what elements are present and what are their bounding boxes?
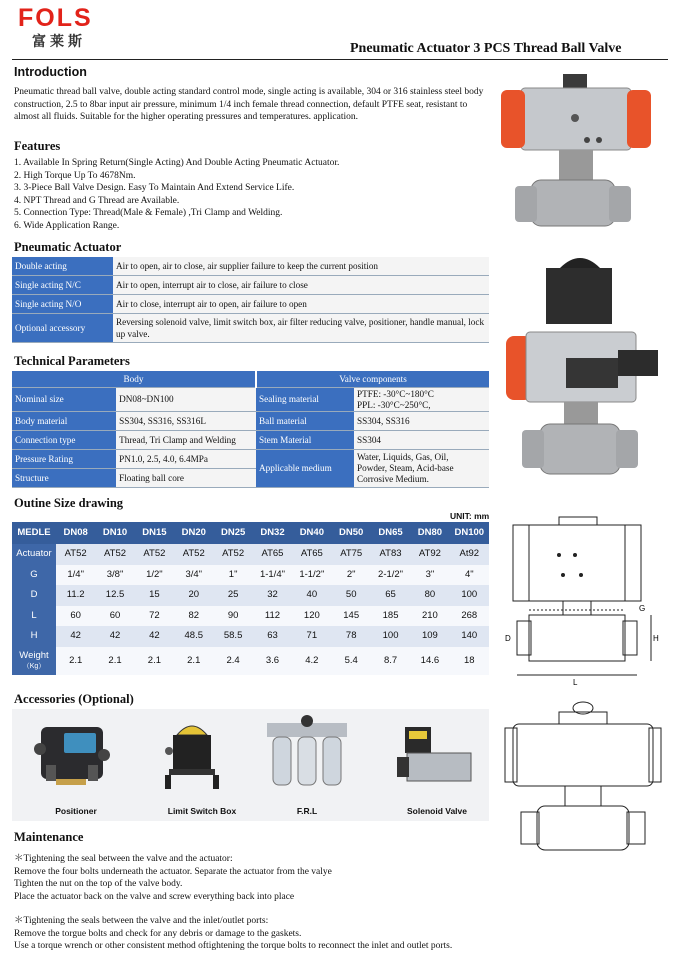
table-cell: 42: [56, 626, 95, 647]
value-line: PPL: -30°C~250°C,: [357, 399, 431, 410]
row-label: H: [12, 626, 56, 647]
row-label: Actuator: [12, 544, 56, 565]
outline-technical-drawing: [503, 515, 668, 690]
column-header: DN32: [253, 522, 292, 544]
table-row: [12, 388, 489, 412]
table-cell: 268: [450, 606, 489, 627]
table-value: Floating ball core: [116, 469, 256, 488]
maintenance-block-1: [14, 853, 494, 903]
table-cell: 140: [450, 626, 489, 647]
table-cell: 15: [135, 585, 174, 606]
table-value: SS304, SS316, SS316L: [116, 412, 256, 431]
table-row: [12, 606, 489, 627]
table-row: [12, 544, 489, 565]
table-cell: 8.7: [371, 647, 410, 675]
table-key: Body material: [12, 412, 116, 431]
table-cell: 40: [292, 585, 331, 606]
table-cell: AT75: [332, 544, 371, 565]
row-label: G: [12, 565, 56, 586]
introduction-text: Pneumatic thread ball valve, double acting standard control mode, single acting is available, 304 or 316 stainless steel body construction, 2.5 to 8bar input air pressure, minimum 1/4 inch female thread connection, default PTFE seat, resistant to almost all fluids. Suitable for the higher operating pressures and temperatures. application.: [14, 87, 484, 122]
table-cell: 25: [213, 585, 252, 606]
column-header: DN15: [135, 522, 174, 544]
table-key: Sealing material: [256, 388, 354, 412]
table-value: Air to open, interrupt air to close, air failure to close: [113, 276, 489, 295]
table-value: PN1.0, 2.5, 4.0, 6.4MPa: [116, 450, 256, 469]
maintenance-line: Tighten the nut on the top of the valve body.: [14, 879, 183, 889]
maintenance-heading: Maintenance: [14, 830, 84, 844]
table-row: [12, 276, 489, 295]
table-cell: 4": [450, 565, 489, 586]
table-value: DN08~DN100: [116, 388, 256, 412]
table-cell: 2.4: [213, 647, 252, 675]
column-header: DN50: [332, 522, 371, 544]
column-header: MEDLE: [12, 522, 56, 544]
table-cell: 2": [332, 565, 371, 586]
table-cell: AT83: [371, 544, 410, 565]
column-header: DN08: [56, 522, 95, 544]
features-list: [14, 157, 484, 232]
table-row: [12, 450, 489, 469]
table-key: Structure: [12, 469, 116, 488]
table-key: Optional accessory: [12, 314, 113, 343]
table-cell: 65: [371, 585, 410, 606]
brand-logo-chinese: 富莱斯: [32, 34, 86, 50]
table-cell: 2.1: [135, 647, 174, 675]
table-cell: AT92: [410, 544, 449, 565]
solenoid-valve-image: [387, 717, 482, 797]
table-cell: 14.6: [410, 647, 449, 675]
table-key: Nominal size: [12, 388, 116, 412]
frl-image: [257, 715, 357, 800]
table-cell: 2-1/2": [371, 565, 410, 586]
maintenance-line: ＊Tightening the seal between the valve and the actuator:: [14, 854, 233, 864]
table-key: Double acting: [12, 257, 113, 276]
table-cell: AT52: [174, 544, 213, 565]
column-header: DN20: [174, 522, 213, 544]
accessory-label: Limit Switch Box: [167, 806, 237, 816]
maintenance-line: Place the actuator back on the valve and screw everything back into place: [14, 891, 295, 902]
table-value: Air to open, air to close, air supplier failure to keep the current position: [113, 257, 489, 276]
row-label: D: [12, 585, 56, 606]
table-key: Applicable medium: [256, 450, 354, 488]
column-header-body: Body: [12, 371, 256, 388]
drawing-label-l: L: [573, 678, 578, 687]
table-row: [12, 257, 489, 276]
table-cell: 100: [371, 626, 410, 647]
outline-size-table: [12, 522, 489, 680]
table-key: Connection type: [12, 431, 116, 450]
introduction-heading: Introduction: [14, 65, 87, 79]
table-cell: AT65: [292, 544, 331, 565]
table-cell: AT52: [213, 544, 252, 565]
table-cell: 72: [135, 606, 174, 627]
table-cell: AT65: [253, 544, 292, 565]
maintenance-line: Remove the torgue bolts and check for any debris or damage to the gaskets.: [14, 928, 302, 939]
table-cell: 18: [450, 647, 489, 675]
feature-item: 4. NPT Thread and G Thread are Available.: [14, 195, 180, 206]
table-value: SS304: [354, 431, 489, 450]
table-row: [12, 585, 489, 606]
feature-item: 3. 3-Piece Ball Valve Design. Easy To Maintain And Extend Service Life.: [14, 183, 295, 193]
feature-item: 5. Connection Type: Thread(Male & Female) ,Tri Clamp and Welding.: [14, 208, 283, 218]
table-cell: 60: [56, 606, 95, 627]
table-cell: 90: [213, 606, 252, 627]
actuator-valve-photo-1: [495, 70, 665, 250]
table-cell: 2.1: [56, 647, 95, 675]
table-cell: 145: [332, 606, 371, 627]
table-cell: 2.1: [95, 647, 134, 675]
table-cell: 20: [174, 585, 213, 606]
column-header: DN100: [450, 522, 489, 544]
table-row: [12, 565, 489, 586]
table-cell: 3/4": [174, 565, 213, 586]
table-cell: 32: [253, 585, 292, 606]
table-value: Reversing solenoid valve, limit switch box, air filter reducing valve, positioner, handle manual, lock up valve.: [113, 314, 489, 343]
table-value: [354, 388, 489, 412]
table-key: Single acting N/C: [12, 276, 113, 295]
table-value: Thread, Tri Clamp and Welding: [116, 431, 256, 450]
brand-logo-text: FOLS: [18, 4, 93, 32]
maintenance-line: ＊Tightening the seals between the valve and the inlet/outlet ports:: [14, 916, 269, 926]
table-key: Single acting N/O: [12, 295, 113, 314]
table-cell: 1/2": [135, 565, 174, 586]
table-row: [12, 431, 489, 450]
table-cell: 1/4": [56, 565, 95, 586]
table-cell: 82: [174, 606, 213, 627]
table-row: [12, 314, 489, 343]
table-cell: 3.6: [253, 647, 292, 675]
title-divider: [12, 59, 668, 60]
maintenance-line: Remove the four bolts underneath the actuator. Separate the actuator from the valye: [14, 866, 332, 877]
table-cell: 5.4: [332, 647, 371, 675]
table-cell: 50: [332, 585, 371, 606]
table-header-row: [12, 371, 489, 388]
table-cell: 58.5: [213, 626, 252, 647]
value-line: PTFE: -30°C~180°C: [357, 388, 434, 399]
feature-item: 1. Available In Spring Return(Single Acting) And Double Acting Pneumatic Actuator.: [14, 158, 340, 168]
row-label-unit: （Kg）: [22, 662, 46, 670]
technical-table: [12, 371, 489, 488]
actuator-valve-line-drawing: [503, 700, 663, 860]
pneumatic-actuator-heading: Pneumatic Actuator: [14, 240, 122, 254]
value-line: Corrosive Medium.: [357, 474, 429, 484]
table-cell: 11.2: [56, 585, 95, 606]
table-cell: 12.5: [95, 585, 134, 606]
accessories-panel: [12, 709, 489, 821]
row-label: L: [12, 606, 56, 627]
table-cell: 100: [450, 585, 489, 606]
column-header: DN10: [95, 522, 134, 544]
table-cell: 1": [213, 565, 252, 586]
table-cell: 78: [332, 626, 371, 647]
accessory-label: F.R.L: [296, 806, 318, 816]
table-cell: 48.5: [174, 626, 213, 647]
table-cell: 71: [292, 626, 331, 647]
table-cell: 60: [95, 606, 134, 627]
accessory-label: Solenoid Valve: [407, 806, 467, 816]
table-cell: AT52: [135, 544, 174, 565]
accessory-label: Positioner: [55, 806, 97, 816]
maintenance-block-2: [14, 915, 494, 953]
column-header-valve: Valve components: [256, 371, 489, 388]
value-line: Water, Liquids, Gas, Oil,: [357, 452, 449, 462]
table-row: [12, 626, 489, 647]
table-cell: 42: [135, 626, 174, 647]
column-header: DN40: [292, 522, 331, 544]
technical-heading: Technical Parameters: [14, 354, 130, 368]
table-cell: 1-1/2": [292, 565, 331, 586]
limit-switch-box-image: [147, 713, 237, 798]
table-cell: 109: [410, 626, 449, 647]
drawing-label-g: G: [639, 604, 646, 613]
drawing-label-d: D: [505, 634, 511, 643]
outline-heading: Outine Size drawing: [14, 496, 124, 510]
page-title: Pneumatic Actuator 3 PCS Thread Ball Valve: [350, 41, 622, 56]
row-label: [12, 647, 56, 675]
column-header: DN25: [213, 522, 252, 544]
pneumatic-actuator-table: [12, 257, 489, 343]
table-value: SS304, SS316: [354, 412, 489, 431]
table-key: Stem Material: [256, 431, 354, 450]
value-line: Powder, Steam, Acid-base: [357, 463, 454, 473]
column-header: DN65: [371, 522, 410, 544]
table-cell: 42: [95, 626, 134, 647]
features-heading: Features: [14, 139, 61, 153]
table-cell: 3/8": [95, 565, 134, 586]
table-cell: 210: [410, 606, 449, 627]
feature-item: 2. High Torque Up To 4678Nm.: [14, 170, 136, 181]
table-cell: 185: [371, 606, 410, 627]
drawing-label-h: H: [653, 634, 659, 643]
accessories-heading: Accessories (Optional): [14, 692, 134, 706]
table-value: Air to close, interrupt air to open, air failure to open: [113, 295, 489, 314]
unit-label: UNIT: mm: [450, 511, 490, 521]
table-cell: 80: [410, 585, 449, 606]
table-cell: 112: [253, 606, 292, 627]
actuator-valve-photo-2: [500, 248, 665, 493]
table-row: [12, 522, 489, 544]
table-cell: 3": [410, 565, 449, 586]
table-cell: 1-1/4": [253, 565, 292, 586]
table-cell: AT52: [95, 544, 134, 565]
table-cell: 120: [292, 606, 331, 627]
maintenance-line: Use a torque wrench or other consistent method oftightening the torque bolts to reconnect the inlet and outlet ports.: [14, 941, 453, 951]
table-cell: 63: [253, 626, 292, 647]
feature-item: 6. Wide Application Range.: [14, 220, 120, 231]
table-row: [12, 295, 489, 314]
column-header: DN80: [410, 522, 449, 544]
table-key: Pressure Rating: [12, 450, 116, 469]
table-value: [354, 450, 489, 488]
table-cell: At92: [450, 544, 489, 565]
table-row: [12, 412, 489, 431]
table-cell: 4.2: [292, 647, 331, 675]
table-row: [12, 647, 489, 675]
table-cell: 2.1: [174, 647, 213, 675]
table-key: Ball material: [256, 412, 354, 431]
row-label-text: Weight: [19, 649, 49, 661]
table-cell: AT52: [56, 544, 95, 565]
positioner-image: [26, 715, 116, 800]
